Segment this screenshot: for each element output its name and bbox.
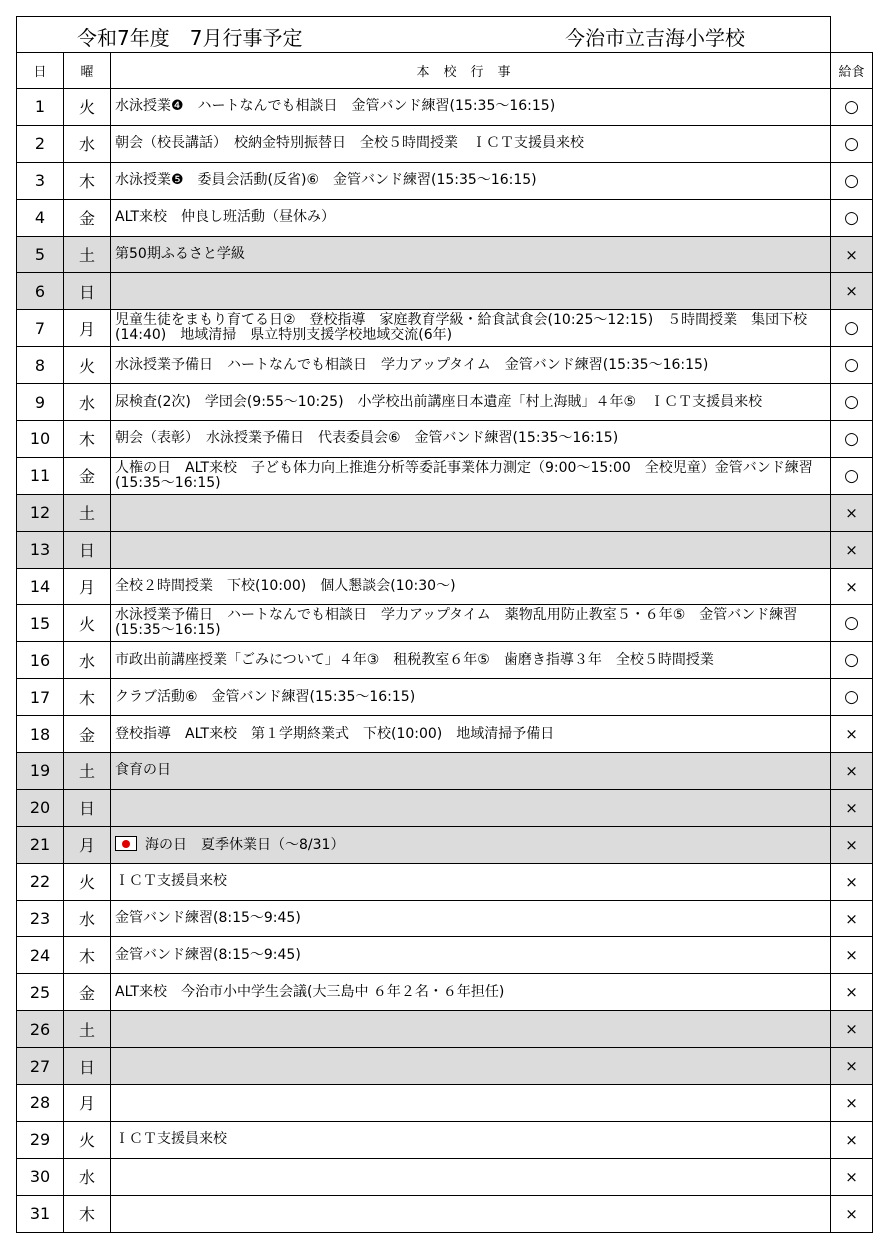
weekday: 木: [64, 421, 111, 458]
weekday: 日: [64, 273, 111, 310]
table-row: [17, 531, 873, 568]
weekday: 月: [64, 310, 111, 347]
weekday: 水: [64, 384, 111, 421]
day-number: 10: [17, 421, 64, 458]
day-number: 26: [17, 1011, 64, 1048]
meal-status: [831, 716, 873, 753]
events-cell: [111, 310, 831, 347]
events-cell: [111, 679, 831, 716]
table-row: [17, 125, 873, 162]
meal-no-mark: ×: [845, 1167, 858, 1186]
meal-status: [831, 1121, 873, 1158]
day-number: 3: [17, 162, 64, 199]
day-number: 24: [17, 937, 64, 974]
table-row: [17, 826, 873, 863]
meal-status: [831, 125, 873, 162]
weekday: 金: [64, 716, 111, 753]
events-cell: [111, 125, 831, 162]
meal-status: [831, 826, 873, 863]
day-number: 1: [17, 89, 64, 126]
events-cell: [111, 236, 831, 273]
events-text: 人権の日 ALT来校 子ども体力向上推進分析等委託事業体力測定（9:00～15:00 全校児童）金管バンド練習(15:35～16:15): [115, 459, 813, 491]
events-text: 海の日 夏季休業日（～8/31）: [145, 837, 345, 854]
day-number: 25: [17, 974, 64, 1011]
events-text: ALT来校 仲良し班活動（昼休み）: [115, 209, 336, 226]
table-row: [17, 421, 873, 458]
meal-status: [831, 89, 873, 126]
header-events: 本校行事: [111, 53, 831, 89]
table-row: [17, 89, 873, 126]
meal-yes-mark: ○: [844, 318, 859, 339]
events-text: ＩＣＴ支援員来校: [115, 873, 227, 890]
meal-status: [831, 974, 873, 1011]
meal-status: [831, 900, 873, 937]
meal-no-mark: ×: [845, 798, 858, 817]
weekday: 金: [64, 974, 111, 1011]
events-cell: [111, 421, 831, 458]
meal-status: [831, 421, 873, 458]
meal-status: [831, 679, 873, 716]
meal-yes-mark: ○: [844, 207, 859, 228]
meal-status: [831, 1085, 873, 1122]
table-row: [17, 494, 873, 531]
meal-yes-mark: ○: [844, 170, 859, 191]
events-cell: [111, 789, 831, 826]
header-meal: 給食: [831, 53, 873, 89]
table-row: [17, 753, 873, 790]
table-row: [17, 236, 873, 273]
day-number: 13: [17, 531, 64, 568]
table-row: [17, 310, 873, 347]
weekday: 日: [64, 1048, 111, 1085]
weekday: 火: [64, 863, 111, 900]
events-cell: [111, 753, 831, 790]
day-number: 8: [17, 347, 64, 384]
table-row: [17, 162, 873, 199]
day-number: 14: [17, 568, 64, 605]
day-number: 11: [17, 457, 64, 494]
meal-no-mark: ×: [845, 1020, 858, 1039]
meal-status: [831, 347, 873, 384]
events-cell: [111, 937, 831, 974]
table-row: [17, 199, 873, 236]
schedule-table: [16, 16, 873, 1233]
events-text: 市政出前講座授業「ごみについて」４年③ 租税教室６年⑤ 歯磨き指導３年 全校５時間授業: [115, 651, 714, 668]
events-cell: [111, 199, 831, 236]
events-text: 全校２時間授業 下校(10:00) 個人懇談会(10:30～): [115, 578, 456, 595]
table-row: [17, 937, 873, 974]
day-number: 28: [17, 1085, 64, 1122]
meal-status: [831, 568, 873, 605]
weekday: 水: [64, 900, 111, 937]
weekday: 水: [64, 642, 111, 679]
table-row: [17, 642, 873, 679]
meal-yes-mark: ○: [844, 650, 859, 671]
meal-no-mark: ×: [845, 946, 858, 965]
day-number: 21: [17, 826, 64, 863]
day-number: 2: [17, 125, 64, 162]
weekday: 木: [64, 162, 111, 199]
events-cell: [111, 1011, 831, 1048]
meal-no-mark: ×: [845, 577, 858, 596]
meal-no-mark: ×: [845, 761, 858, 780]
day-number: 16: [17, 642, 64, 679]
weekday: 火: [64, 1121, 111, 1158]
meal-status: [831, 494, 873, 531]
table-row: [17, 347, 873, 384]
day-number: 23: [17, 900, 64, 937]
table-row: [17, 789, 873, 826]
table-row: [17, 1158, 873, 1195]
events-cell: [111, 162, 831, 199]
events-cell: [111, 384, 831, 421]
meal-status: [831, 1158, 873, 1195]
events-cell: [111, 1158, 831, 1195]
meal-no-mark: ×: [845, 872, 858, 891]
weekday: 土: [64, 1011, 111, 1048]
meal-yes-mark: ○: [844, 613, 859, 634]
meal-no-mark: ×: [845, 725, 858, 744]
header-row: [17, 53, 873, 89]
meal-status: [831, 457, 873, 494]
events-cell: [111, 605, 831, 642]
events-text: 登校指導 ALT来校 第１学期終業式 下校(10:00) 地域清掃予備日: [115, 725, 555, 742]
events-text: 尿検査(2次) 学団会(9:55～10:25) 小学校出前講座日本遺産「村上海賊」４年⑤ ＩＣＴ支援員来校: [115, 393, 763, 410]
events-text: 児童生徒をまもり育てる日② 登校指導 家庭教育学級・給食試食会(10:25～12:15) ５時間授業 集団下校(14:40) 地域清掃 県立特別支援学校地域交流(6年): [115, 312, 808, 344]
weekday: 火: [64, 347, 111, 384]
table-row: [17, 863, 873, 900]
weekday: 金: [64, 457, 111, 494]
title-cell: [17, 17, 831, 53]
table-row: [17, 974, 873, 1011]
meal-status: [831, 236, 873, 273]
weekday: 金: [64, 199, 111, 236]
events-text: 水泳授業予備日 ハートなんでも相談日 学力アップタイム 金管バンド練習(15:35～16:15): [115, 356, 709, 373]
events-text: 水泳授業❺ 委員会活動(反省)⑥ 金管バンド練習(15:35～16:15): [115, 172, 537, 189]
header-day: 日: [17, 53, 64, 89]
events-cell: [111, 974, 831, 1011]
japan-flag-icon: [115, 836, 137, 851]
meal-no-mark: ×: [845, 503, 858, 522]
weekday: 日: [64, 789, 111, 826]
events-text: 朝会（表彰） 水泳授業予備日 代表委員会⑥ 金管バンド練習(15:35～16:15): [115, 430, 619, 447]
meal-status: [831, 863, 873, 900]
weekday: 木: [64, 679, 111, 716]
title-spare-cell: [831, 17, 873, 53]
day-number: 30: [17, 1158, 64, 1195]
meal-status: [831, 531, 873, 568]
weekday: 木: [64, 1195, 111, 1232]
events-cell: [111, 89, 831, 126]
events-cell: [111, 1085, 831, 1122]
events-text: 金管バンド練習(8:15～9:45): [115, 946, 301, 963]
weekday: 木: [64, 937, 111, 974]
events-cell: [111, 273, 831, 310]
meal-yes-mark: ○: [844, 392, 859, 413]
table-row: [17, 1121, 873, 1158]
events-text: 第50期ふるさと学級: [115, 246, 245, 262]
meal-status: [831, 162, 873, 199]
events-cell: [111, 494, 831, 531]
table-row: [17, 605, 873, 642]
weekday: 水: [64, 1158, 111, 1195]
meal-no-mark: ×: [845, 983, 858, 1002]
day-number: 15: [17, 605, 64, 642]
events-text: ＩＣＴ支援員来校: [115, 1131, 227, 1148]
meal-yes-mark: ○: [844, 465, 859, 486]
day-number: 5: [17, 236, 64, 273]
meal-no-mark: ×: [845, 1057, 858, 1076]
day-number: 18: [17, 716, 64, 753]
meal-status: [831, 753, 873, 790]
events-text: クラブ活動⑥ 金管バンド練習(15:35～16:15): [115, 688, 416, 705]
events-cell: [111, 1048, 831, 1085]
meal-status: [831, 384, 873, 421]
events-cell: [111, 826, 831, 863]
table-row: [17, 384, 873, 421]
events-cell: [111, 863, 831, 900]
weekday: 月: [64, 568, 111, 605]
events-cell: [111, 568, 831, 605]
weekday: 火: [64, 89, 111, 126]
events-text: 金管バンド練習(8:15～9:45): [115, 910, 301, 927]
day-number: 12: [17, 494, 64, 531]
day-number: 20: [17, 789, 64, 826]
events-cell: [111, 716, 831, 753]
table-row: [17, 457, 873, 494]
meal-status: [831, 273, 873, 310]
table-row: [17, 1085, 873, 1122]
events-cell: [111, 347, 831, 384]
weekday: 日: [64, 531, 111, 568]
weekday: 土: [64, 236, 111, 273]
weekday: 土: [64, 494, 111, 531]
events-text: 朝会（校長講話） 校納金特別振替日 全校５時間授業 ＩＣＴ支援員来校: [115, 135, 584, 152]
school-name: 今治市立吉海小学校: [565, 26, 745, 50]
page-title: 令和7年度 7月行事予定: [77, 26, 303, 50]
events-text: 水泳授業❹ ハートなんでも相談日 金管バンド練習(15:35～16:15): [115, 98, 556, 115]
table-row: [17, 900, 873, 937]
meal-no-mark: ×: [845, 282, 858, 301]
events-cell: [111, 642, 831, 679]
day-number: 4: [17, 199, 64, 236]
table-row: [17, 1195, 873, 1232]
day-number: 17: [17, 679, 64, 716]
table-row: [17, 716, 873, 753]
table-row: [17, 1011, 873, 1048]
weekday: 月: [64, 826, 111, 863]
meal-yes-mark: ○: [844, 687, 859, 708]
day-number: 19: [17, 753, 64, 790]
day-number: 27: [17, 1048, 64, 1085]
header-weekday: 曜: [64, 53, 111, 89]
weekday: 土: [64, 753, 111, 790]
meal-yes-mark: ○: [844, 428, 859, 449]
table-row: [17, 568, 873, 605]
events-text: ALT来校 今治市小中学生会議(大三島中 ６年２名・６年担任): [115, 983, 505, 1000]
meal-yes-mark: ○: [844, 96, 859, 117]
meal-no-mark: ×: [845, 245, 858, 264]
day-number: 9: [17, 384, 64, 421]
meal-status: [831, 1195, 873, 1232]
meal-no-mark: ×: [845, 1093, 858, 1112]
day-number: 7: [17, 310, 64, 347]
meal-status: [831, 789, 873, 826]
meal-no-mark: ×: [845, 1204, 858, 1223]
meal-no-mark: ×: [845, 909, 858, 928]
events-cell: [111, 457, 831, 494]
events-cell: [111, 1195, 831, 1232]
table-row: [17, 1048, 873, 1085]
events-text: 食育の日: [115, 762, 171, 779]
weekday: 水: [64, 125, 111, 162]
meal-status: [831, 937, 873, 974]
meal-status: [831, 1011, 873, 1048]
title-row: [17, 17, 873, 53]
day-number: 22: [17, 863, 64, 900]
meal-no-mark: ×: [845, 540, 858, 559]
table-row: [17, 273, 873, 310]
events-cell: [111, 900, 831, 937]
weekday: 月: [64, 1085, 111, 1122]
weekday: 火: [64, 605, 111, 642]
events-text: 水泳授業予備日 ハートなんでも相談日 学力アップタイム 薬物乱用防止教室５・６年⑤ 金管バンド練習(15:35～16:15): [115, 607, 798, 639]
table-row: [17, 679, 873, 716]
meal-yes-mark: ○: [844, 355, 859, 376]
events-cell: [111, 1121, 831, 1158]
day-number: 29: [17, 1121, 64, 1158]
meal-no-mark: ×: [845, 835, 858, 854]
meal-status: [831, 605, 873, 642]
meal-status: [831, 310, 873, 347]
meal-status: [831, 1048, 873, 1085]
day-number: 31: [17, 1195, 64, 1232]
meal-status: [831, 199, 873, 236]
events-cell: [111, 531, 831, 568]
day-number: 6: [17, 273, 64, 310]
schedule-sheet: [16, 16, 872, 1233]
meal-yes-mark: ○: [844, 133, 859, 154]
meal-no-mark: ×: [845, 1130, 858, 1149]
meal-status: [831, 642, 873, 679]
